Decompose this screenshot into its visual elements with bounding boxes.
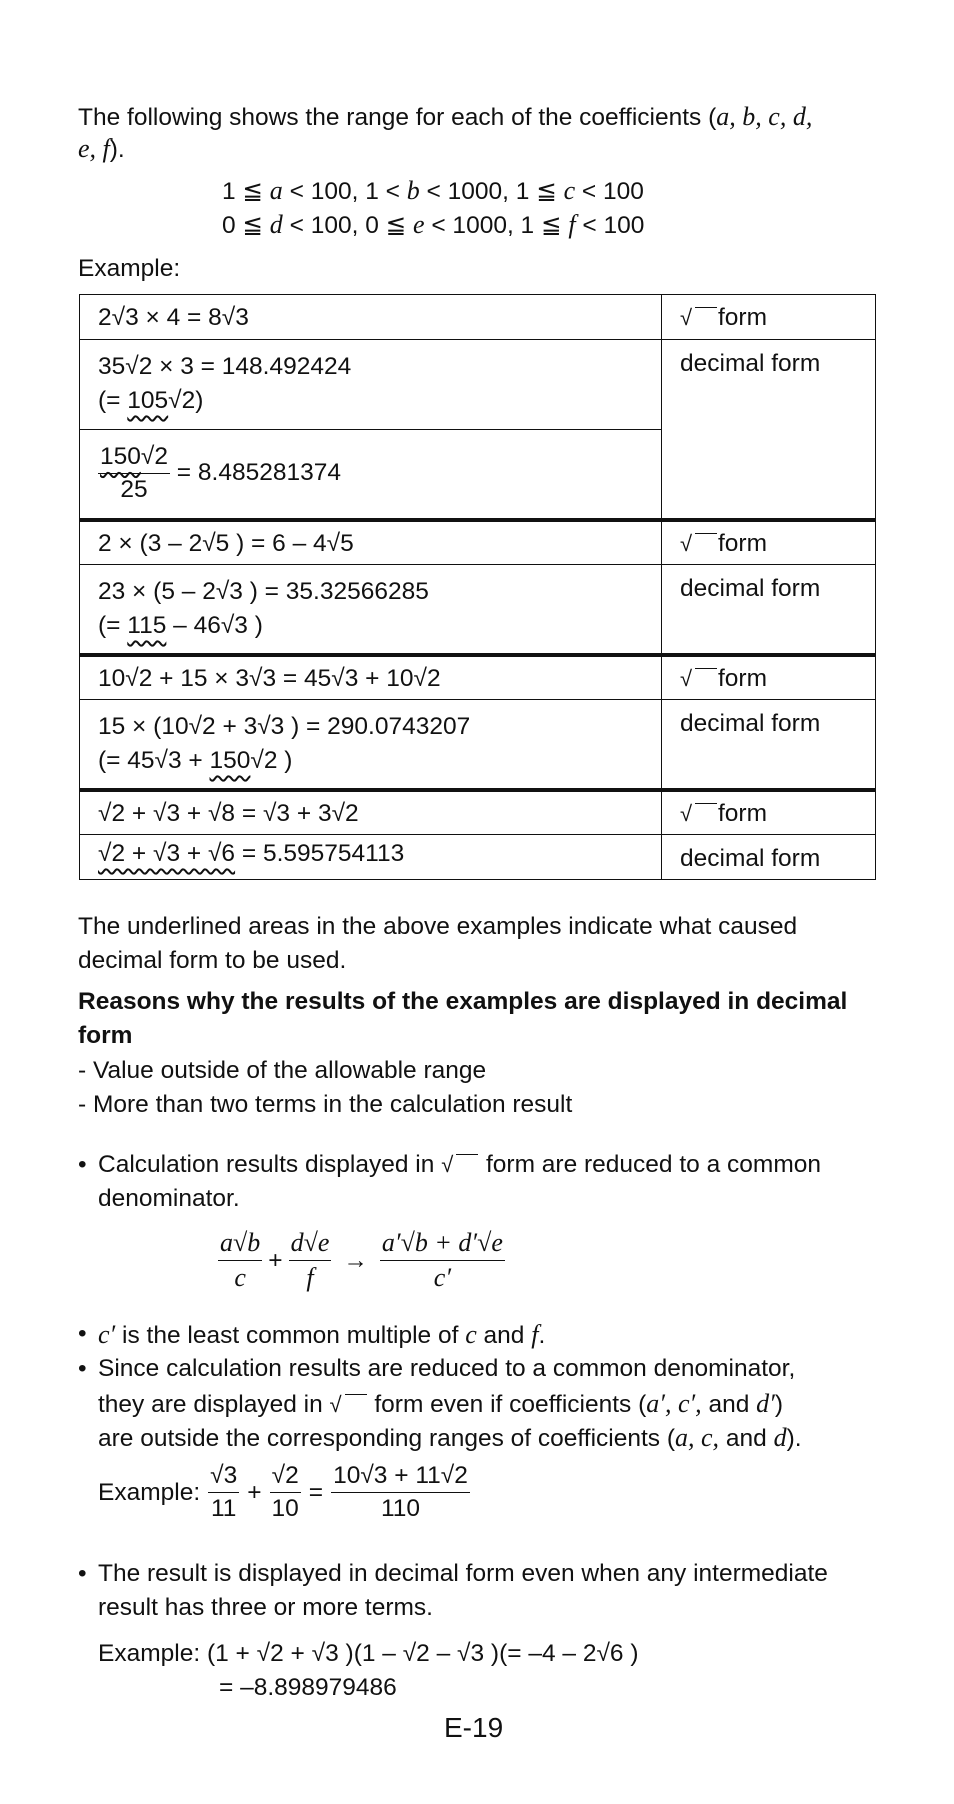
table-cell: $\frac{150√2}{25}$ = 8.485281374 — [80, 430, 662, 520]
fraction: $\frac{d√e}{f}$ — [290, 1228, 330, 1292]
table-cell: decimal form — [662, 835, 876, 880]
bullet-1-line-2: denominator. — [98, 1185, 240, 1212]
intro-line-1: The following shows the range for each of the coefficients (a, b, c, d, — [78, 102, 813, 131]
sqrt-symbol-icon: √ — [680, 800, 718, 828]
sqrt-symbol-icon: √ — [680, 530, 718, 558]
table-row — [80, 520, 876, 565]
bullet-1-line-1: Calculation results displayed in √ form are reduced to a common — [98, 1151, 821, 1178]
table-cell: √2 + √3 + √6 = 5.595754113 — [80, 835, 662, 880]
page-number: E-19 — [444, 1712, 504, 1743]
sqrt-symbol-icon: √ — [330, 1391, 368, 1419]
table-cell: 23 × (5 – 2√3 ) = 35.32566285 (= 115 – 46√3 ) — [80, 565, 662, 655]
common-denominator-formula: $\frac{a√b}{c}$ + $\frac{d√e}{f}$ → $\frac{a'√b + d'√e}{c'}$ — [220, 1228, 503, 1292]
table-cell: decimal form — [662, 565, 876, 655]
table-cell: 35√2 × 3 = 148.492424 (= 105√2) — [80, 340, 662, 430]
table-cell: √ form — [662, 520, 876, 565]
reason-item: - More than two terms in the calculation result — [78, 1091, 573, 1118]
table-cell: decimal form — [662, 700, 876, 790]
sqrt-symbol-icon: √ — [680, 665, 718, 693]
table-cell: 2√3 × 4 = 8√3 — [80, 295, 662, 340]
bullet-4-line-2: result has three or more terms. — [98, 1594, 433, 1621]
table-cell: √2 + √3 + √8 = √3 + 3√2 — [80, 790, 662, 835]
fraction: $\frac{10√3 + 11√2}{110}$ — [333, 1462, 468, 1522]
bullet-2: c′ is the least common multiple of c and f. — [98, 1320, 546, 1349]
table-cell: decimal form — [662, 340, 876, 520]
fraction: $\frac{√2}{10}$ — [271, 1462, 299, 1522]
fraction: $\frac{a√b}{c}$ — [220, 1228, 261, 1292]
bullet-3-line-2: they are displayed in √ form even if coefficients (a′, c′, and d′) — [98, 1389, 784, 1418]
example-3-line-1: Example: (1 + √2 + √3 )(1 – √2 – √3 )(= –4 – 2√6 ) — [98, 1640, 639, 1667]
coefficient-range-row-2: 0 ≦ d < 100, 0 ≦ e < 1000, 1 ≦ f < 100 — [222, 210, 645, 239]
table-row — [80, 790, 876, 835]
table-cell: 2 × (3 – 2√5 ) = 6 – 4√5 — [80, 520, 662, 565]
example-2: Example: $\frac{√3}{11}$ + $\frac{√2}{10}$ = $\frac{10√3 + 11√2}{110}$ — [98, 1462, 468, 1522]
bullet-icon: • — [78, 1151, 87, 1178]
fraction: $\frac{a'√b + d'√e}{c'}$ — [381, 1228, 503, 1292]
sqrt-symbol-icon: √ — [680, 304, 718, 332]
sqrt-symbol-icon: √ — [441, 1151, 479, 1179]
table-cell: √ form — [662, 655, 876, 700]
table-cell: √ form — [662, 295, 876, 340]
bullet-icon: • — [78, 1355, 87, 1382]
bullet-3-line-3: are outside the corresponding ranges of coefficients (a, c, and d). — [98, 1423, 802, 1452]
table-row — [80, 295, 876, 340]
bullet-4-line-1: The result is displayed in decimal form even when any intermediate — [98, 1560, 828, 1587]
table-row — [80, 700, 876, 790]
examples-table — [79, 294, 876, 880]
bullet-icon: • — [78, 1560, 87, 1587]
example-3-result: = –8.898979486 — [219, 1674, 397, 1701]
reasons-heading: Reasons why the results of the examples are displayed in decimal form — [78, 988, 848, 1049]
underline-note: The underlined areas in the above examples indicate what caused decimal form to be used. — [78, 913, 798, 974]
example-label: Example: — [78, 255, 181, 282]
table-row — [80, 340, 876, 430]
bullet-3-line-1: Since calculation results are reduced to a common denominator, — [98, 1355, 796, 1382]
coefficient-range-row-1: 1 ≦ a < 100, 1 < b < 1000, 1 ≦ c < 100 — [222, 176, 644, 205]
table-cell: 15 × (10√2 + 3√3 ) = 290.0743207 (= 45√3 + 150√2 ) — [80, 700, 662, 790]
table-row — [80, 835, 876, 880]
table-cell: √ form — [662, 790, 876, 835]
fraction: $\frac{150√2}{25}$ — [100, 443, 168, 504]
reason-item: - Value outside of the allowable range — [78, 1057, 487, 1084]
table-row — [80, 655, 876, 700]
table-cell: 10√2 + 15 × 3√3 = 45√3 + 10√2 — [80, 655, 662, 700]
fraction: $\frac{√3}{11}$ — [210, 1462, 238, 1522]
bullet-icon: • — [78, 1320, 87, 1347]
table-row — [80, 565, 876, 655]
intro-line-2: e, f). — [78, 134, 125, 163]
